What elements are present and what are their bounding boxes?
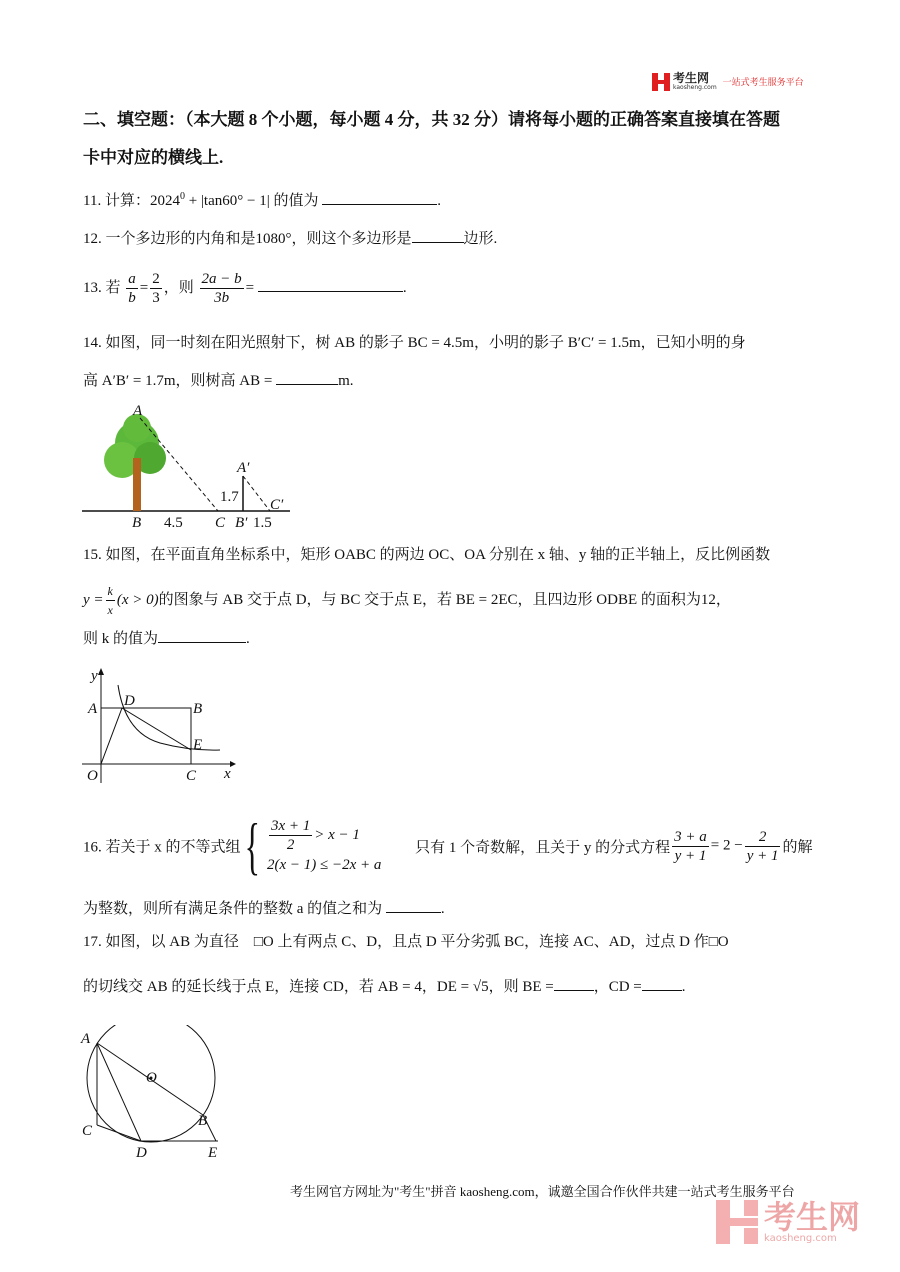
q11-end: .: [437, 193, 441, 209]
q15-frac-den: x: [107, 603, 113, 617]
q16-r1-num: 3x + 1: [270, 817, 311, 834]
question-15-line1: 15. 如图，在平面直角坐标系中，矩形 OABC 的两边 OC、OA 分别在 x 轴、y 轴的正半轴上，反比例函数: [83, 547, 771, 563]
label-C: C: [82, 1123, 93, 1139]
label-B: B: [193, 701, 203, 717]
footer-text: 考生网官方网址为"考生"拼音 kaosheng.com，诚邀全国合作伙伴共建一站式考生服务平台: [290, 1184, 795, 1199]
q11-tail: 的值为: [273, 193, 319, 209]
q15-frac-num: k: [106, 582, 115, 601]
q12-text: 12. 一个多边形的内角和是1080°，则这个多边形是: [83, 231, 412, 247]
section-heading-1: 二、填空题：（本大题 8 个小题，每小题 4 分，共 32 分）请将每小题的正确答案直接填在答题: [83, 110, 780, 129]
watermark: [716, 1197, 861, 1244]
q16-eq: = 2 −: [710, 837, 743, 854]
question-15-line2: [83, 582, 731, 619]
logo-sub: kaosheng.com: [673, 84, 717, 91]
q17-line2b: ，CD =: [593, 979, 642, 995]
label-A-prime: A′: [237, 460, 250, 476]
q13-eq2: =: [245, 279, 255, 296]
q16-mid: 只有 1 个奇数解，且关于 y 的分式方程: [415, 839, 671, 856]
answer-blank[interactable]: [322, 190, 437, 205]
q17-line2a: 的切线交 AB 的延长线于点 E，连接 CD，若 AB = 4，DE = √5，则 BE =: [83, 979, 554, 995]
label-D: D: [124, 693, 135, 709]
question-15-line3: 则 k 的值为 .: [83, 628, 250, 649]
q15-line2: 的图象与 AB 交于点 D，与 BC 交于点 E，若 BE = 2EC，且四边形 ODBE 的面积为12，: [158, 591, 731, 608]
q17-end: .: [681, 979, 686, 995]
kaosheng-logo-icon: [652, 73, 670, 91]
question-14-line1: 14. 如图，同一时刻在阳光照射下，树 AB 的影子 BC = 4.5m，小明的影子 B′C′ = 1.5m，已知小明的身: [83, 335, 746, 351]
q16-num: 16. 若关于 x 的不等式组: [83, 839, 241, 856]
label-B: B: [132, 515, 142, 531]
answer-blank[interactable]: [158, 628, 246, 643]
answer-blank-BE[interactable]: [554, 976, 594, 991]
sun-ray-person: [243, 476, 270, 511]
label-E: E: [193, 737, 203, 753]
q13-f2-num: 2: [152, 271, 160, 287]
watermark-sub: kaosheng.com: [764, 1232, 837, 1244]
q12-tail: 边形.: [463, 231, 498, 247]
label-O: O: [146, 1070, 157, 1086]
label-y: y: [91, 668, 98, 684]
answer-blank[interactable]: [258, 277, 403, 292]
q15-cond: (x > 0): [116, 591, 159, 608]
header-logo: [652, 72, 804, 91]
q16-tail: 的解: [782, 839, 813, 856]
answer-blank[interactable]: [276, 370, 338, 385]
question-16-line2: [83, 898, 445, 919]
question-13: [83, 270, 407, 307]
q17-figure: [78, 1025, 228, 1165]
q13-f3-num: 2a − b: [201, 271, 242, 287]
q16-f1-den: y + 1: [674, 847, 707, 864]
rectangle-OABC: [101, 708, 191, 764]
q14-figure: [80, 398, 295, 533]
question-17-line2: [83, 976, 686, 997]
label-A: A: [133, 403, 143, 419]
question-16-line1: [83, 810, 813, 881]
label-C: C: [215, 515, 226, 531]
label-C-prime: C′: [270, 497, 284, 513]
q14-line2b: m.: [338, 373, 354, 389]
label-A: A: [81, 1031, 91, 1047]
label-1-7: 1.7: [220, 489, 239, 505]
label-C: C: [186, 768, 197, 784]
q13-f2-den: 3: [152, 290, 160, 306]
q13-mid: ，则: [163, 279, 194, 296]
watermark-text: 考生网: [764, 1197, 861, 1236]
label-x: x: [224, 766, 231, 782]
answer-blank[interactable]: [412, 228, 464, 243]
label-B-prime: B′: [235, 515, 248, 531]
label-D: D: [136, 1145, 147, 1161]
q16-line2: 为整数，则所有满足条件的整数 a 的值之和为: [83, 901, 383, 917]
q13-eq1: =: [139, 279, 149, 296]
question-11: [83, 187, 441, 211]
label-O: O: [87, 768, 98, 784]
q11-exp: 0: [179, 191, 185, 202]
q16-r1-den: 2: [286, 836, 295, 853]
q11-num: 11. 计算：: [83, 193, 150, 209]
question-12: [83, 228, 497, 249]
q13-end: .: [402, 279, 407, 296]
q15-line3: 则 k 的值为: [83, 631, 159, 647]
q16-r2: 2(x − 1) ≤ −2x + a: [266, 856, 382, 873]
question-14-line2: [83, 370, 354, 391]
section-heading-2: 卡中对应的横线上.: [83, 148, 224, 167]
label-B: B: [198, 1113, 208, 1129]
q16-f1-num: 3 + a: [674, 828, 707, 845]
q13-num: 13. 若: [83, 279, 121, 296]
q16-r1-rhs: > x − 1: [314, 826, 360, 843]
q16-f2-num: 2: [745, 828, 781, 847]
watermark-logo-icon: [716, 1200, 758, 1244]
label-1-5: 1.5: [253, 515, 272, 531]
q14-line2a: 高 A′B′ = 1.7m，则树高 AB =: [83, 373, 277, 389]
q15-y-eq: y =: [83, 591, 104, 608]
label-E: E: [208, 1145, 218, 1161]
q11-base: 2024: [149, 193, 180, 209]
brace: {: [244, 810, 260, 881]
q13-f3-den: 3b: [214, 290, 230, 306]
q11-expr: + |tan60° − 1|: [184, 193, 270, 209]
slogan: 一站式考生服务平台: [722, 78, 804, 88]
q16-f2-den: y + 1: [746, 847, 779, 864]
q13-f1-den: b: [128, 290, 136, 306]
q13-f1-num: a: [128, 271, 136, 287]
label-A: A: [88, 701, 98, 717]
logo-text: 考生网: [673, 71, 710, 85]
q15-figure: [80, 663, 240, 788]
answer-blank-CD[interactable]: [642, 976, 682, 991]
label-4-5: 4.5: [164, 515, 183, 531]
answer-blank[interactable]: [386, 898, 441, 913]
question-17-line1: 17. 如图，以 AB 为直径 □O 上有两点 C、D，且点 D 平分劣弧 BC，连接 AC、AD，过点 D 作□O: [83, 934, 729, 950]
tree-icon: [104, 414, 166, 511]
q16-end: .: [440, 901, 445, 917]
